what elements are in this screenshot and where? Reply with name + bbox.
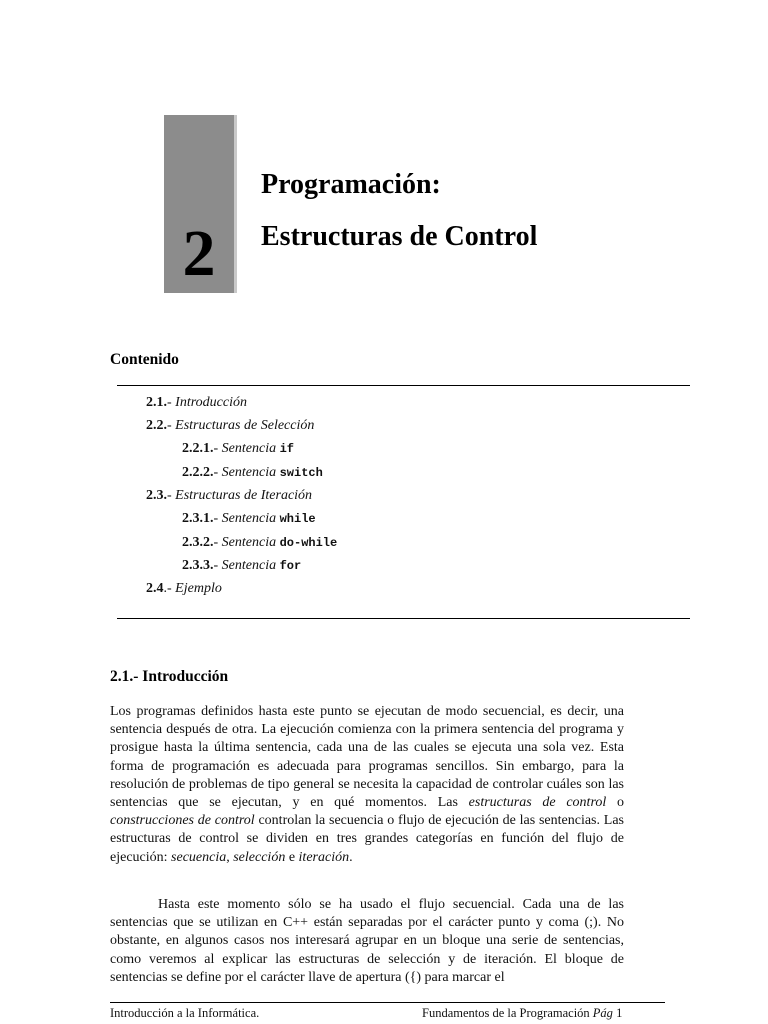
emphasis-term: estructuras de control xyxy=(468,795,607,811)
toc-item-title: Sentencia xyxy=(221,441,280,456)
footer-page-label: Pág xyxy=(592,1006,613,1020)
footer-rule xyxy=(110,1002,665,1003)
toc-item[interactable] xyxy=(146,489,312,503)
toc-item-number: 2.4 xyxy=(146,581,164,596)
paragraph-text: e xyxy=(285,849,299,865)
chapter-title-line-1: Programación: xyxy=(261,169,441,200)
chapter-number: 2 xyxy=(182,217,216,290)
toc-subitem[interactable] xyxy=(182,536,337,550)
paragraph-text: , xyxy=(226,849,234,865)
footer-page-number: 1 xyxy=(616,1006,623,1020)
toc-item-title: Sentencia xyxy=(221,558,280,573)
toc-item-title: Estructuras de Selección xyxy=(175,418,315,433)
toc-item-number: 2.3. xyxy=(146,488,167,503)
toc-item-title: Sentencia xyxy=(221,535,280,550)
toc-item[interactable] xyxy=(146,419,314,433)
toc-subitem[interactable] xyxy=(182,442,294,456)
contents-top-rule xyxy=(117,385,690,386)
toc-item-code: while xyxy=(279,512,316,526)
toc-item-title: Estructuras de Iteración xyxy=(175,488,313,503)
section-heading: 2.1.- Introducción xyxy=(110,668,229,685)
emphasis-term: iteración xyxy=(298,849,350,865)
toc-item-separator: .- xyxy=(163,581,176,596)
intro-paragraph-1 xyxy=(110,703,624,867)
emphasis-term: secuencia xyxy=(171,849,227,865)
chapter-title-line-2: Estructuras de Control xyxy=(261,221,538,252)
toc-item-separator: - xyxy=(213,465,222,480)
toc-item[interactable] xyxy=(146,396,247,410)
toc-item-title: Introducción xyxy=(175,395,247,410)
emphasis-term: selección xyxy=(233,849,286,865)
intro-paragraph-2: Hasta este momento sólo se ha usado el flujo secuencial. Cada una de las sentencias que se utilizan en C++ están separadas por el carácter punto y coma (;). No obstante, en algunos casos nos interesará agrupar en un bloque una serie de sentencias, como veremos al explicar las estructuras de selección y de iteración. El bloque de sentencias se define por el carácter llave de apertura ({) para marcar el xyxy=(110,897,624,985)
toc-item-title: Sentencia xyxy=(221,465,280,480)
paragraph-text: Los programas definidos hasta este punto se ejecutan de modo secuencial, es decir, una sentencia después de otra. La ejecución comienza con la primera sentencia del programa y prosigue hasta la última sentencia, cada una de las cuales se ejecuta una sola vez. Esta forma de programación es adecuada para programas sencillos. Sin embargo, para la resolución de problemas de tipo general se necesita la capacidad de controlar cuáles son las sentencias que se ejecutan, y en qué momentos. Las xyxy=(110,704,624,811)
toc-item-code: if xyxy=(279,442,294,456)
toc-item-code: for xyxy=(279,559,302,573)
toc-item-code: switch xyxy=(279,466,323,480)
toc-item-separator: - xyxy=(213,441,222,456)
toc-item-number: 2.3.2. xyxy=(182,535,214,550)
toc-item-number: 2.3.3. xyxy=(182,558,214,573)
paragraph-text: . xyxy=(349,849,353,865)
toc-subitem[interactable] xyxy=(182,466,323,480)
toc-item-separator: - xyxy=(167,395,176,410)
footer-course: Fundamentos de la Programación xyxy=(422,1006,593,1020)
toc-item[interactable] xyxy=(146,582,222,596)
toc-subitem[interactable] xyxy=(182,559,301,573)
toc-item-number: 2.2.1. xyxy=(182,441,214,456)
paragraph-text: controlan la secuencia o flujo de ejecución de las sentencias. Las estructuras de control se dividen en tres grandes categorías en función del flujo de ejecución: xyxy=(110,813,624,865)
toc-item-separator: - xyxy=(213,535,222,550)
toc-item-code: do-while xyxy=(279,536,338,550)
toc-item-separator: - xyxy=(213,558,222,573)
toc-item-number: 2.1. xyxy=(146,395,167,410)
paragraph-text: o xyxy=(606,795,625,811)
toc-item-number: 2.2. xyxy=(146,418,167,433)
emphasis-term: construcciones de control xyxy=(110,813,255,829)
toc-item-title: Sentencia xyxy=(221,511,280,526)
footer-right-text xyxy=(422,1006,622,1021)
toc-item-title: Ejemplo xyxy=(175,581,222,596)
chapter-number-block xyxy=(164,115,237,293)
contents-heading: Contenido xyxy=(110,351,179,368)
toc-item-number: 2.2.2. xyxy=(182,465,214,480)
toc-item-separator: - xyxy=(167,488,176,503)
toc-item-separator: - xyxy=(213,511,222,526)
toc-subitem[interactable] xyxy=(182,512,316,526)
toc-item-number: 2.3.1. xyxy=(182,511,214,526)
footer-left-text: Introducción a la Informática. xyxy=(110,1006,260,1020)
contents-bottom-rule xyxy=(117,618,690,619)
toc-item-separator: - xyxy=(167,418,176,433)
